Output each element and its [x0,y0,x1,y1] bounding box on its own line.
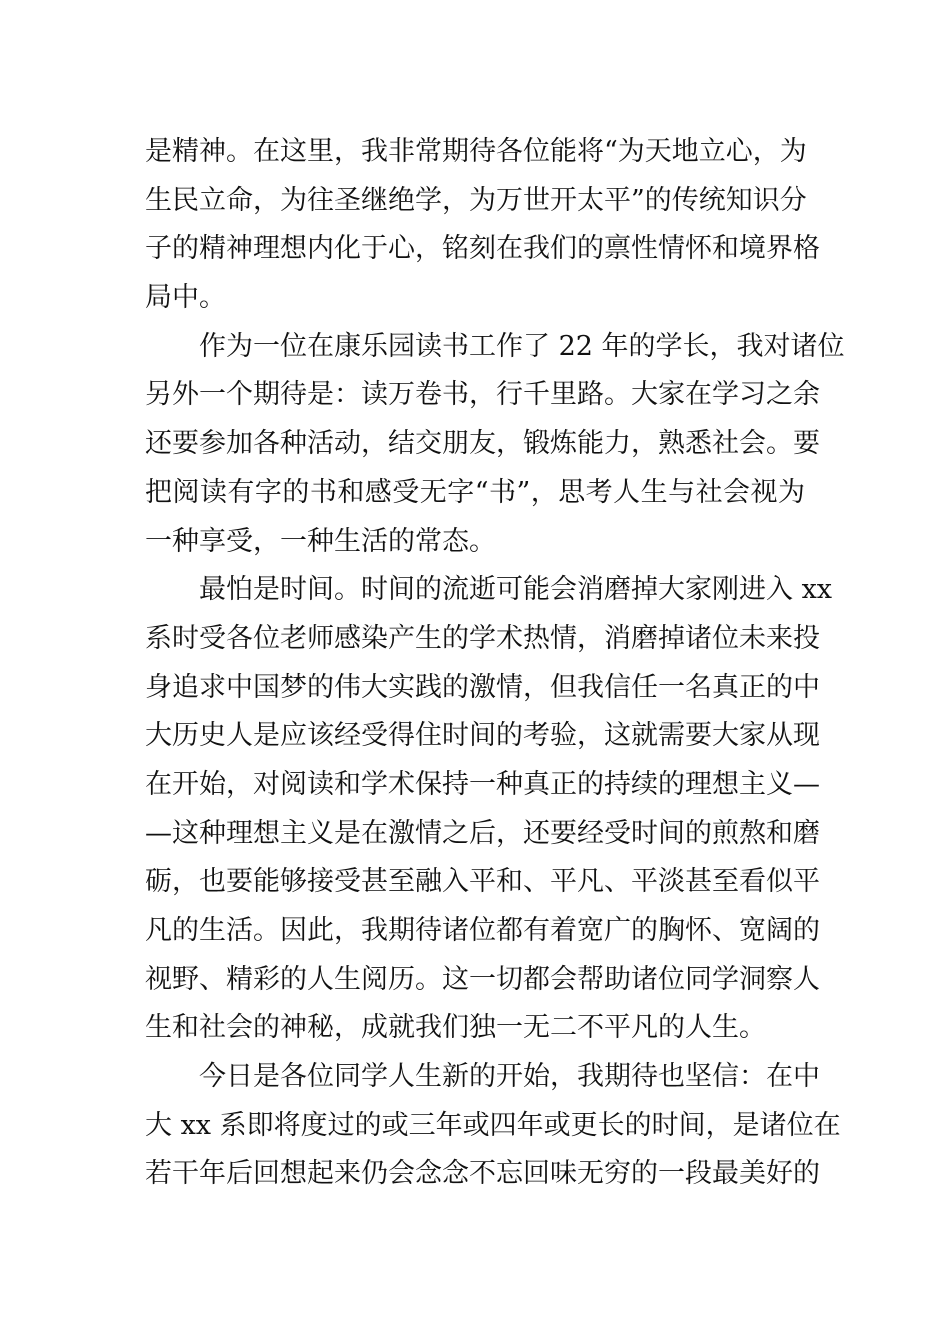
paragraph [145,1053,841,1199]
text-line: 另外一个期待是：读万卷书，行千里路。大家在学习之余 [145,379,820,411]
text-line: 视野、精彩的人生阅历。这一切都会帮助诸位同学洞察人 [145,963,820,995]
text-line: 生民立命，为往圣继绝学，为万世开太平”的传统知识分 [145,184,807,216]
text-line: 最怕是时间。时间的流逝可能会消磨掉大家刚进入 xx [199,574,833,606]
text-line: 局中。 [145,282,226,314]
text-line: —这种理想主义是在激情之后，还要经受时间的煎熬和磨 [145,817,820,849]
text-line: 系时受各位老师感染产生的学术热情，消磨掉诸位未来投 [145,622,820,654]
text-line: 是精神。在这里，我非常期待各位能将“为天地立心，为 [145,136,807,167]
paragraph [145,566,833,1053]
text-line: 作为一位在康乐园读书工作了 22 年的学长，我对诸位 [199,330,845,362]
text-line: 砺，也要能够接受甚至融入平和、平凡、平淡甚至看似平 [145,866,820,898]
text-line: 大 xx 系即将度过的或三年或四年或更长的时间，是诸位在 [145,1109,841,1141]
text-line: 凡的生活。因此，我期待诸位都有着宽广的胸怀、宽阔的 [145,915,820,946]
text-line: 在开始，对阅读和学术保持一种真正的持续的理想主义— [145,768,820,800]
paragraph [145,128,820,323]
text-line: 生和社会的神秘，成就我们独一无二不平凡的人生。 [145,1012,766,1044]
text-line: 还要参加各种活动，结交朋友，锻炼能力，熟悉社会。要 [145,428,820,460]
text-line: 把阅读有字的书和感受无字“书”，思考人生与社会视为 [145,476,805,508]
text-line: 子的精神理想内化于心，铭刻在我们的禀性情怀和境界格 [145,233,820,265]
text-line: 若干年后回想起来仍会念念不忘回味无穷的一段最美好的 [145,1158,820,1190]
text-line: 一种享受，一种生活的常态。 [145,525,496,557]
text-line: 身追求中国梦的伟大实践的激情，但我信任一名真正的中 [145,671,820,703]
text-line: 大历史人是应该经受得住时间的考验，这就需要大家从现 [145,720,820,752]
text-line: 今日是各位同学人生新的开始，我期待也坚信：在中 [199,1061,820,1093]
paragraph [145,323,845,566]
body-text [145,128,845,1199]
